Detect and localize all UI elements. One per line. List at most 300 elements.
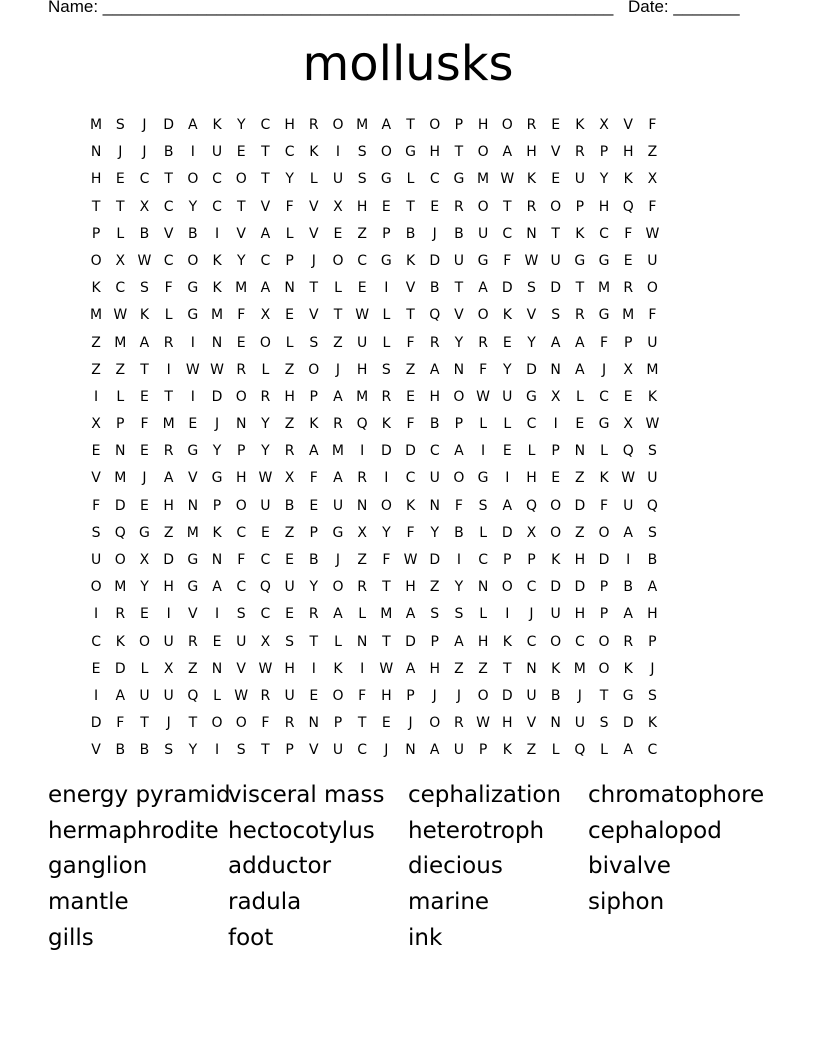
grid-letter[interactable]: R xyxy=(357,470,368,487)
grid-letter[interactable]: U xyxy=(163,687,174,704)
grid-letter[interactable]: A xyxy=(163,470,174,487)
grid-letter[interactable]: L xyxy=(140,660,149,677)
grid-letter[interactable]: E xyxy=(502,443,512,460)
date-field[interactable]: Date: _______ xyxy=(628,0,740,16)
grid-letter[interactable]: D xyxy=(501,687,513,704)
grid-letter[interactable]: N xyxy=(550,361,561,378)
grid-letter[interactable]: P xyxy=(382,225,391,242)
grid-letter[interactable]: U xyxy=(574,171,585,188)
grid-letter[interactable]: M xyxy=(573,660,586,677)
grid-letter[interactable]: H xyxy=(356,198,368,215)
grid-letter[interactable]: N xyxy=(211,660,223,677)
grid-letter[interactable]: Z xyxy=(478,660,488,677)
grid-letter[interactable]: P xyxy=(430,633,439,650)
grid-letter[interactable]: H xyxy=(284,660,295,677)
grid-letter[interactable]: I xyxy=(166,606,171,623)
grid-letter[interactable]: B xyxy=(647,552,658,568)
grid-letter[interactable]: M xyxy=(114,334,127,351)
grid-letter[interactable]: H xyxy=(405,579,416,596)
grid-letter[interactable]: T xyxy=(551,225,560,242)
grid-letter[interactable]: G xyxy=(187,280,199,297)
grid-letter[interactable]: O xyxy=(332,252,344,269)
grid-letter[interactable]: O xyxy=(90,579,102,596)
grid-letter[interactable]: S xyxy=(599,715,609,732)
grid-letter[interactable]: K xyxy=(551,552,561,568)
grid-letter[interactable]: L xyxy=(285,225,294,242)
grid-letter[interactable]: E xyxy=(381,198,391,215)
grid-letter[interactable]: H xyxy=(284,388,295,405)
grid-letter[interactable]: I xyxy=(360,443,365,460)
grid-letter[interactable]: C xyxy=(526,633,537,650)
grid-letter[interactable]: O xyxy=(550,633,562,650)
grid-letter[interactable]: N xyxy=(211,334,223,351)
grid-letter[interactable]: V xyxy=(550,144,561,161)
grid-letter[interactable]: A xyxy=(381,117,392,133)
grid-letter[interactable]: L xyxy=(116,225,125,242)
grid-letter[interactable]: C xyxy=(236,524,247,541)
grid-letter[interactable]: J xyxy=(601,361,607,378)
grid-letter[interactable]: O xyxy=(501,579,513,596)
grid-letter[interactable]: Z xyxy=(429,579,440,596)
grid-letter[interactable]: Q xyxy=(525,497,537,514)
grid-letter[interactable]: J xyxy=(432,225,437,242)
grid-letter[interactable]: F xyxy=(285,198,294,215)
grid-letter[interactable]: Z xyxy=(357,552,367,568)
grid-letter[interactable]: C xyxy=(212,198,222,215)
grid-letter[interactable]: R xyxy=(574,307,585,324)
grid-letter[interactable]: B xyxy=(550,687,561,704)
grid-letter[interactable]: N xyxy=(526,660,537,677)
grid-letter[interactable]: J xyxy=(456,687,461,704)
grid-letter[interactable]: Z xyxy=(91,334,101,351)
grid-letter[interactable]: J xyxy=(577,687,582,704)
grid-letter[interactable]: O xyxy=(332,687,344,704)
grid-letter[interactable]: Y xyxy=(212,443,222,460)
grid-letter[interactable]: T xyxy=(382,579,391,596)
grid-letter[interactable]: K xyxy=(139,307,150,324)
grid-letter[interactable]: U xyxy=(623,497,634,514)
grid-letter[interactable]: K xyxy=(405,252,416,269)
grid-letter[interactable]: T xyxy=(406,307,415,324)
grid-letter[interactable]: I xyxy=(456,552,461,568)
grid-letter[interactable]: J xyxy=(408,715,413,732)
grid-letter[interactable]: F xyxy=(92,497,101,514)
grid-letter[interactable]: D xyxy=(501,280,513,297)
grid-letter[interactable]: C xyxy=(260,606,271,623)
grid-letter[interactable]: B xyxy=(188,225,198,242)
grid-letter[interactable]: Z xyxy=(188,660,198,677)
grid-letter[interactable]: D xyxy=(405,633,416,650)
grid-letter[interactable]: Y xyxy=(382,524,391,541)
grid-letter[interactable]: K xyxy=(212,280,222,297)
grid-letter[interactable]: E xyxy=(140,443,149,460)
grid-letter[interactable]: L xyxy=(551,742,560,759)
grid-letter[interactable]: H xyxy=(163,579,174,596)
grid-letter[interactable]: O xyxy=(550,497,562,514)
grid-letter[interactable]: P xyxy=(599,144,609,161)
grid-letter[interactable]: M xyxy=(186,524,199,541)
grid-letter[interactable]: J xyxy=(142,117,147,133)
grid-letter[interactable]: I xyxy=(553,416,558,433)
grid-letter[interactable]: S xyxy=(430,606,440,623)
grid-letter[interactable]: O xyxy=(138,633,150,650)
grid-letter[interactable]: E xyxy=(430,198,440,215)
grid-letter[interactable]: N xyxy=(574,443,586,460)
grid-letter[interactable]: U xyxy=(574,715,585,732)
grid-letter[interactable]: J xyxy=(142,144,147,161)
grid-letter[interactable]: Y xyxy=(454,579,464,596)
grid-letter[interactable]: W xyxy=(500,171,515,188)
grid-letter[interactable]: D xyxy=(550,579,562,596)
grid-letter[interactable]: A xyxy=(139,334,150,351)
grid-letter[interactable]: Q xyxy=(259,579,271,596)
grid-letter[interactable]: G xyxy=(187,552,199,568)
grid-letter[interactable]: E xyxy=(91,660,101,677)
grid-letter[interactable]: Z xyxy=(575,524,585,541)
grid-letter[interactable]: E xyxy=(260,524,270,541)
grid-letter[interactable]: C xyxy=(429,171,440,188)
grid-letter[interactable]: P xyxy=(575,198,585,215)
grid-letter[interactable]: O xyxy=(380,497,392,514)
grid-letter[interactable]: T xyxy=(382,633,391,650)
grid-letter[interactable]: F xyxy=(140,416,149,433)
grid-letter[interactable]: L xyxy=(600,742,608,759)
grid-letter[interactable]: B xyxy=(284,497,295,514)
grid-letter[interactable]: U xyxy=(477,225,489,242)
grid-letter[interactable]: V xyxy=(623,117,633,133)
grid-letter[interactable]: L xyxy=(382,334,391,351)
grid-letter[interactable]: O xyxy=(477,198,489,215)
grid-letter[interactable]: V xyxy=(454,307,464,324)
grid-letter[interactable]: I xyxy=(214,606,220,623)
grid-letter[interactable]: M xyxy=(356,388,369,405)
grid-letter[interactable]: J xyxy=(335,552,341,568)
grid-letter[interactable]: E xyxy=(406,388,415,405)
grid-letter[interactable]: G xyxy=(187,307,199,324)
grid-letter[interactable]: M xyxy=(210,307,224,324)
grid-letter[interactable]: R xyxy=(308,117,319,133)
grid-letter[interactable]: I xyxy=(190,334,195,351)
grid-letter[interactable]: U xyxy=(260,497,271,514)
grid-letter[interactable]: H xyxy=(356,361,368,378)
grid-letter[interactable]: X xyxy=(357,524,367,541)
grid-letter[interactable]: A xyxy=(454,443,464,460)
grid-letter[interactable]: G xyxy=(598,307,610,324)
grid-letter[interactable]: T xyxy=(236,198,246,215)
grid-letter[interactable]: G xyxy=(380,171,392,188)
grid-letter[interactable]: L xyxy=(527,443,536,460)
grid-letter[interactable]: A xyxy=(623,606,633,623)
grid-letter[interactable]: C xyxy=(599,225,609,242)
grid-letter[interactable]: T xyxy=(140,715,149,732)
grid-letter[interactable]: R xyxy=(236,361,247,378)
grid-letter[interactable]: S xyxy=(91,524,101,541)
grid-letter[interactable]: K xyxy=(575,225,585,242)
grid-letter[interactable]: Z xyxy=(575,470,585,487)
grid-letter[interactable]: I xyxy=(166,361,171,378)
grid-letter[interactable]: T xyxy=(503,198,512,215)
grid-letter[interactable]: P xyxy=(454,416,464,433)
grid-letter[interactable]: L xyxy=(503,416,512,433)
grid-letter[interactable]: K xyxy=(551,660,561,677)
grid-letter[interactable]: D xyxy=(574,497,586,514)
grid-letter[interactable]: P xyxy=(478,742,488,759)
grid-letter[interactable]: I xyxy=(384,470,389,487)
grid-letter[interactable]: H xyxy=(526,470,537,487)
grid-letter[interactable]: A xyxy=(429,361,440,378)
grid-letter[interactable]: D xyxy=(622,715,634,732)
grid-letter[interactable]: T xyxy=(140,361,149,378)
grid-letter[interactable]: C xyxy=(284,144,295,161)
grid-letter[interactable]: E xyxy=(551,470,561,487)
grid-letter[interactable]: C xyxy=(163,198,174,215)
grid-letter[interactable]: F xyxy=(382,552,391,568)
grid-letter[interactable]: P xyxy=(236,443,246,460)
grid-letter[interactable]: B xyxy=(429,280,440,297)
grid-letter[interactable]: I xyxy=(311,660,316,677)
grid-letter[interactable]: J xyxy=(650,660,655,677)
grid-letter[interactable]: A xyxy=(478,280,488,297)
grid-letter[interactable]: Y xyxy=(188,742,198,759)
grid-letter[interactable]: T xyxy=(599,687,609,704)
grid-letter[interactable]: A xyxy=(115,687,126,704)
grid-letter[interactable]: A xyxy=(308,443,319,460)
grid-letter[interactable]: K xyxy=(309,416,319,433)
grid-letter[interactable]: F xyxy=(116,715,125,732)
grid-letter[interactable]: Q xyxy=(574,742,586,759)
grid-letter[interactable]: H xyxy=(574,552,586,568)
grid-letter[interactable]: I xyxy=(190,388,195,405)
grid-letter[interactable]: E xyxy=(623,252,633,269)
grid-letter[interactable]: V xyxy=(308,225,319,242)
grid-letter[interactable]: Q xyxy=(429,307,441,324)
grid-letter[interactable]: S xyxy=(115,117,125,133)
grid-letter[interactable]: C xyxy=(478,552,488,568)
grid-letter[interactable]: G xyxy=(574,252,586,269)
grid-letter[interactable]: Z xyxy=(405,361,416,378)
grid-letter[interactable]: O xyxy=(453,470,465,487)
grid-letter[interactable]: L xyxy=(334,280,342,297)
grid-letter[interactable]: G xyxy=(598,416,610,433)
grid-letter[interactable]: T xyxy=(454,280,464,297)
grid-letter[interactable]: V xyxy=(308,742,319,759)
grid-letter[interactable]: C xyxy=(91,633,101,650)
grid-letter[interactable]: C xyxy=(139,171,150,188)
grid-letter[interactable]: X xyxy=(115,252,126,269)
grid-letter[interactable]: K xyxy=(212,252,222,269)
grid-letter[interactable]: N xyxy=(356,633,368,650)
grid-letter[interactable]: I xyxy=(384,280,389,297)
grid-letter[interactable]: V xyxy=(163,225,174,242)
grid-letter[interactable]: L xyxy=(406,171,415,188)
grid-letter[interactable]: A xyxy=(260,225,271,242)
grid-letter[interactable]: P xyxy=(309,524,318,541)
grid-letter[interactable]: K xyxy=(212,524,222,541)
grid-letter[interactable]: W xyxy=(258,470,273,487)
grid-letter[interactable]: U xyxy=(647,252,658,269)
grid-letter[interactable]: V xyxy=(526,307,537,324)
grid-letter[interactable]: H xyxy=(429,144,440,161)
grid-letter[interactable]: D xyxy=(163,117,175,133)
grid-letter[interactable]: B xyxy=(115,742,126,759)
grid-letter[interactable]: O xyxy=(501,117,513,133)
grid-letter[interactable]: W xyxy=(476,388,491,405)
grid-letter[interactable]: R xyxy=(187,633,198,650)
grid-letter[interactable]: Y xyxy=(236,252,246,269)
grid-letter[interactable]: R xyxy=(526,198,537,215)
grid-letter[interactable]: J xyxy=(311,252,316,269)
grid-letter[interactable]: T xyxy=(261,742,270,759)
grid-letter[interactable]: H xyxy=(163,497,174,514)
grid-letter[interactable]: N xyxy=(550,715,561,732)
grid-letter[interactable]: B xyxy=(308,552,319,568)
grid-letter[interactable]: U xyxy=(647,334,658,351)
grid-letter[interactable]: Q xyxy=(622,198,634,215)
grid-letter[interactable]: W xyxy=(234,687,249,704)
grid-letter[interactable]: U xyxy=(211,144,223,161)
grid-letter[interactable]: R xyxy=(623,633,634,650)
grid-letter[interactable]: V xyxy=(91,470,101,487)
grid-letter[interactable]: Z xyxy=(91,361,101,378)
grid-letter[interactable]: D xyxy=(211,388,223,405)
grid-letter[interactable]: O xyxy=(114,552,126,568)
grid-letter[interactable]: M xyxy=(331,443,345,460)
grid-letter[interactable]: X xyxy=(647,171,658,188)
grid-letter[interactable]: L xyxy=(334,633,342,650)
grid-letter[interactable]: J xyxy=(166,715,171,732)
grid-letter[interactable]: K xyxy=(502,633,512,650)
grid-letter[interactable]: S xyxy=(478,497,488,514)
grid-letter[interactable]: L xyxy=(479,416,487,433)
grid-letter[interactable]: H xyxy=(429,660,440,677)
grid-letter[interactable]: A xyxy=(405,660,416,677)
grid-letter[interactable]: T xyxy=(406,198,415,215)
grid-letter[interactable]: A xyxy=(502,497,513,514)
grid-letter[interactable]: T xyxy=(309,280,319,297)
grid-letter[interactable]: C xyxy=(574,633,585,650)
grid-letter[interactable]: N xyxy=(477,579,489,596)
grid-letter[interactable]: G xyxy=(526,388,537,405)
grid-letter[interactable]: L xyxy=(309,171,318,188)
grid-letter[interactable]: Z xyxy=(333,334,343,351)
grid-letter[interactable]: F xyxy=(503,252,512,269)
grid-letter[interactable]: U xyxy=(332,497,344,514)
grid-letter[interactable]: H xyxy=(622,144,634,161)
grid-letter[interactable]: S xyxy=(381,361,391,378)
grid-letter[interactable]: D xyxy=(405,443,416,460)
grid-letter[interactable]: P xyxy=(116,416,125,433)
grid-letter[interactable]: A xyxy=(405,606,416,623)
grid-letter[interactable]: G xyxy=(477,252,489,269)
grid-letter[interactable]: O xyxy=(598,660,610,677)
grid-letter[interactable]: I xyxy=(505,470,510,487)
grid-letter[interactable]: O xyxy=(235,497,247,514)
grid-letter[interactable]: C xyxy=(260,117,271,133)
grid-letter[interactable]: J xyxy=(529,606,534,623)
grid-letter[interactable]: W xyxy=(476,715,491,732)
grid-letter[interactable]: E xyxy=(212,633,222,650)
grid-letter[interactable]: O xyxy=(187,252,199,269)
grid-letter[interactable]: C xyxy=(163,252,174,269)
grid-letter[interactable]: N xyxy=(284,280,295,297)
grid-letter[interactable]: U xyxy=(332,171,344,188)
grid-letter[interactable]: W xyxy=(210,361,224,378)
grid-letter[interactable]: D xyxy=(550,280,562,297)
grid-letter[interactable]: T xyxy=(406,117,415,133)
grid-letter[interactable]: C xyxy=(260,552,271,568)
grid-letter[interactable]: C xyxy=(357,252,368,269)
grid-letter[interactable]: R xyxy=(308,606,319,623)
grid-letter[interactable]: K xyxy=(309,144,319,161)
grid-letter[interactable]: T xyxy=(357,715,367,732)
grid-letter[interactable]: E xyxy=(309,687,319,704)
grid-letter[interactable]: S xyxy=(140,280,149,297)
grid-letter[interactable]: D xyxy=(114,497,126,514)
grid-letter[interactable]: D xyxy=(163,552,175,568)
grid-letter[interactable]: R xyxy=(115,606,126,623)
grid-letter[interactable]: F xyxy=(648,307,657,324)
grid-letter[interactable]: I xyxy=(335,144,341,161)
grid-letter[interactable]: K xyxy=(526,171,537,188)
grid-letter[interactable]: T xyxy=(333,307,343,324)
grid-letter[interactable]: G xyxy=(332,524,344,541)
grid-letter[interactable]: F xyxy=(261,715,270,732)
grid-letter[interactable]: G xyxy=(211,470,223,487)
grid-letter[interactable]: K xyxy=(502,307,512,324)
grid-letter[interactable]: W xyxy=(258,660,273,677)
grid-letter[interactable]: X xyxy=(333,198,343,215)
grid-letter[interactable]: K xyxy=(623,660,633,677)
grid-letter[interactable]: P xyxy=(623,334,633,351)
grid-letter[interactable]: Y xyxy=(261,416,270,433)
grid-letter[interactable]: W xyxy=(645,416,660,433)
grid-letter[interactable]: W xyxy=(379,660,394,677)
grid-letter[interactable]: O xyxy=(477,144,489,161)
grid-letter[interactable]: G xyxy=(139,524,150,541)
grid-letter[interactable]: M xyxy=(90,307,103,324)
grid-letter[interactable]: N xyxy=(453,361,465,378)
grid-letter[interactable]: U xyxy=(526,687,537,704)
grid-letter[interactable]: E xyxy=(309,497,319,514)
grid-letter[interactable]: N xyxy=(115,443,126,460)
grid-letter[interactable]: K xyxy=(599,470,609,487)
grid-letter[interactable]: S xyxy=(357,171,367,188)
grid-letter[interactable]: U xyxy=(647,470,658,487)
grid-letter[interactable]: F xyxy=(237,552,246,568)
grid-letter[interactable]: U xyxy=(163,633,174,650)
grid-letter[interactable]: R xyxy=(429,334,440,351)
grid-letter[interactable]: S xyxy=(551,307,561,324)
grid-letter[interactable]: B xyxy=(405,225,416,242)
grid-letter[interactable]: O xyxy=(259,334,271,351)
grid-letter[interactable]: B xyxy=(454,225,464,242)
grid-letter[interactable]: A xyxy=(454,633,464,650)
grid-letter[interactable]: A xyxy=(575,361,585,378)
grid-letter[interactable]: X xyxy=(526,524,537,541)
grid-letter[interactable]: S xyxy=(236,742,246,759)
grid-letter[interactable]: D xyxy=(380,443,392,460)
grid-letter[interactable]: Z xyxy=(284,416,295,433)
grid-letter[interactable]: J xyxy=(335,361,341,378)
grid-letter[interactable]: B xyxy=(454,524,464,541)
grid-letter[interactable]: N xyxy=(526,225,537,242)
grid-letter[interactable]: A xyxy=(502,144,513,161)
grid-letter[interactable]: D xyxy=(598,552,610,568)
grid-letter[interactable]: L xyxy=(285,334,294,351)
grid-letter[interactable]: N xyxy=(405,742,416,759)
grid-letter[interactable]: M xyxy=(597,280,611,297)
grid-letter[interactable]: C xyxy=(115,280,126,297)
